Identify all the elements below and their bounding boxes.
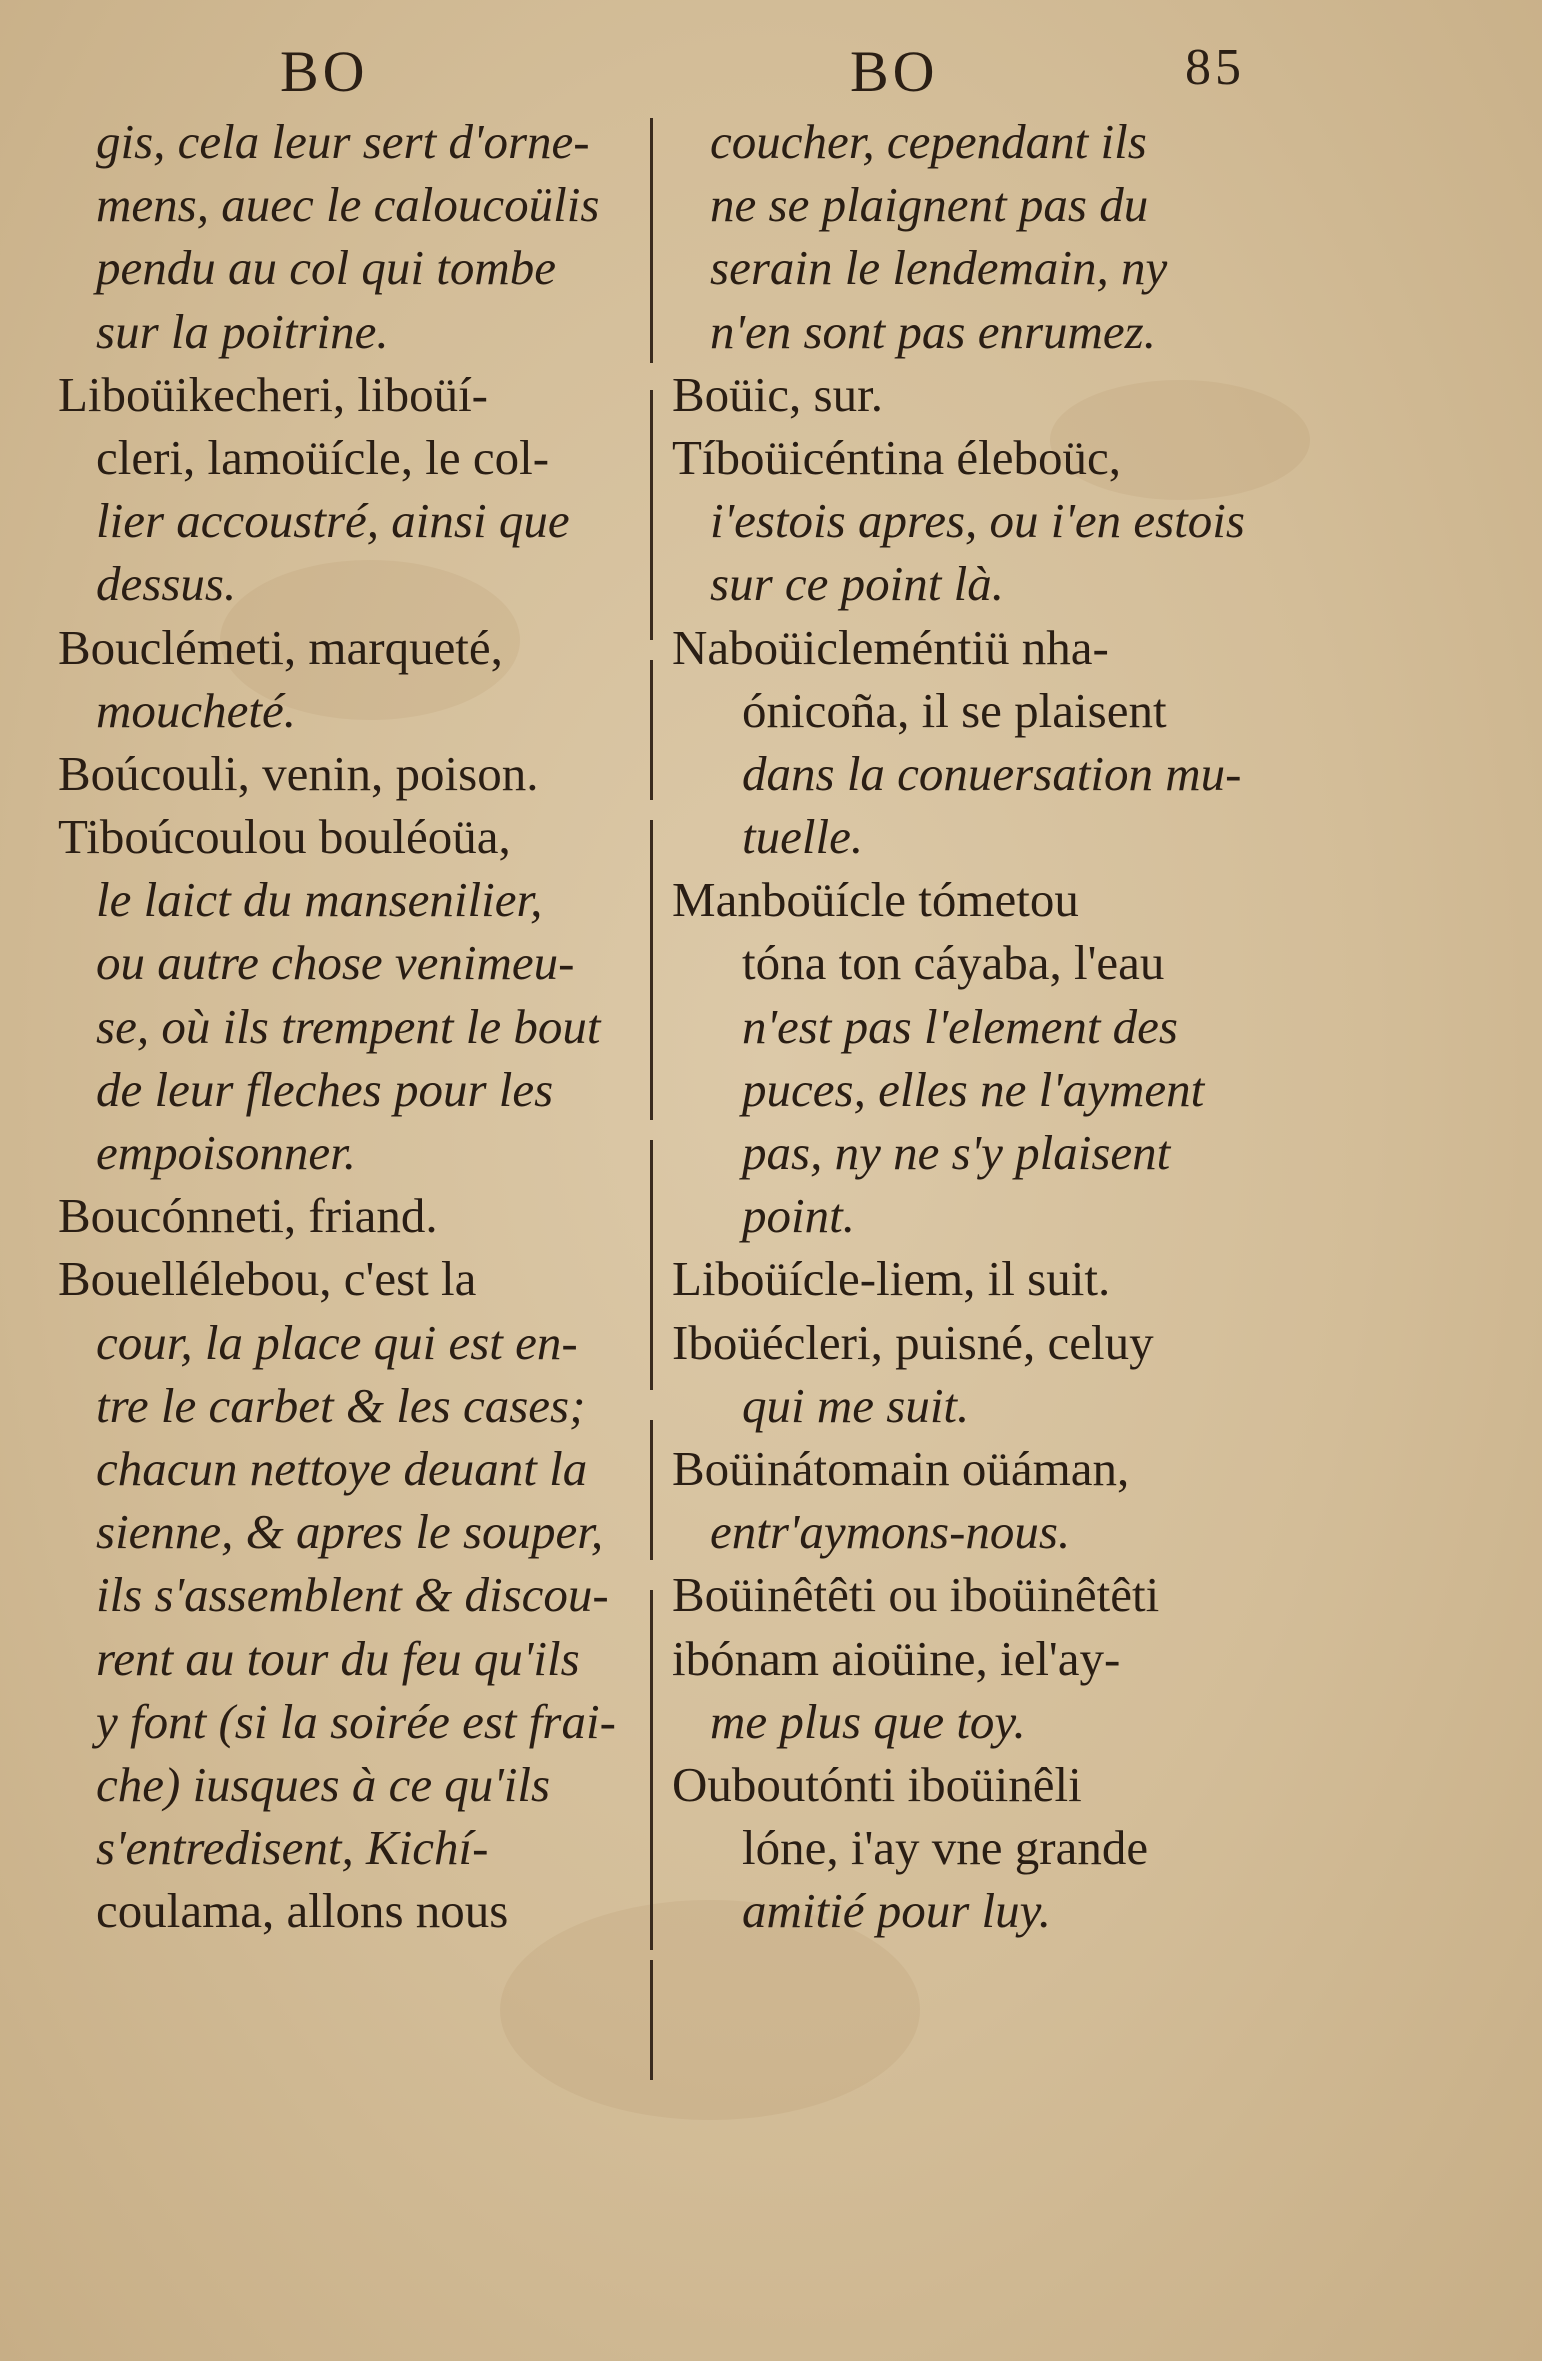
left-column <box>58 110 638 1942</box>
text-line: me plus que toy. <box>710 1693 1026 1749</box>
text-line: gis, cela leur sert d'orne- <box>96 114 590 169</box>
text-line: entr'aymons-nous. <box>710 1504 1071 1560</box>
text-line: Ouboutónti iboüinêli <box>672 1756 1082 1812</box>
running-header-right: BO <box>850 39 939 104</box>
column-rule <box>650 118 653 363</box>
text-line: Boúcouli, venin, poison. <box>58 745 539 801</box>
text-line: sur la poitrine. <box>96 303 389 359</box>
text-line: puces, elles ne l'ayment <box>742 1061 1205 1117</box>
text-line: lier accoustré, ainsi que <box>96 493 570 549</box>
text-line: s'entredisent, Kichí- <box>96 1820 489 1876</box>
column-rule <box>650 660 653 800</box>
text-line: Boüic, sur. <box>672 366 883 422</box>
running-header-left: BO <box>280 39 369 104</box>
text-line: rent au tour du feu qu'ils <box>96 1630 580 1686</box>
column-rule <box>650 1590 653 1950</box>
text-line: ils s'assemblent & discou- <box>96 1567 609 1623</box>
text-line: moucheté. <box>96 682 296 738</box>
text-line: Liboüikecheri, liboüí- <box>58 366 488 422</box>
text-line: pendu au col qui tombe <box>96 240 556 296</box>
text-line: y font (si la soirée est frai- <box>96 1693 616 1749</box>
text-line: i'estois apres, ou i'en estois <box>710 493 1245 549</box>
text-line: lóne, i'ay vne grande <box>742 1820 1149 1876</box>
text-line: Manboüícle tómetou <box>672 872 1079 928</box>
column-rule <box>650 1420 653 1560</box>
column-rule <box>650 1140 653 1390</box>
text-line: dessus. <box>96 556 237 612</box>
text-line: n'est pas l'element des <box>742 998 1178 1054</box>
text-line: Bouellélebou, c'est la <box>58 1251 477 1307</box>
column-rule <box>650 390 653 640</box>
text-line: Tíboüicéntina éleboüc, <box>672 429 1121 485</box>
text-line: coulama, allons nous <box>96 1883 509 1939</box>
text-line: tre le carbet & les cases; <box>96 1377 586 1433</box>
text-line: se, où ils trempent le bout <box>96 998 601 1054</box>
text-line: tóna ton cáyaba, l'eau <box>742 935 1165 991</box>
text-line: sienne, & apres le souper, <box>96 1504 604 1560</box>
text-line: Boüinátomain oüáman, <box>672 1440 1130 1496</box>
text-line: ne se plaignent pas du <box>710 177 1149 233</box>
text-line: le laict du mansenilier, <box>96 872 543 928</box>
text-line: de leur fleches pour les <box>96 1061 554 1117</box>
text-line: Boüinêtêti ou iboüinêtêti <box>672 1567 1160 1623</box>
text-line: sur ce point là. <box>710 556 1004 612</box>
text-line: coucher, cependant ils <box>710 114 1147 169</box>
text-line: cleri, lamoüícle, le col- <box>96 429 550 485</box>
text-line: dans la conuersation mu- <box>742 745 1242 801</box>
text-line: Tiboúcoulou bouléoüa, <box>58 809 511 865</box>
text-line: Bouclémeti, marqueté, <box>58 619 503 675</box>
text-line: amitié pour luy. <box>742 1883 1051 1939</box>
column-rule <box>650 820 653 1120</box>
right-column <box>672 110 1272 1942</box>
text-line: point. <box>742 1188 855 1244</box>
text-line: che) iusques à ce qu'ils <box>96 1756 551 1812</box>
text-line: serain le lendemain, ny <box>710 240 1168 296</box>
text-line: ou autre chose venimeu- <box>96 935 575 991</box>
text-line: chacun nettoye deuant la <box>96 1440 588 1496</box>
text-line: empoisonner. <box>96 1125 356 1180</box>
text-line: tuelle. <box>742 809 864 865</box>
text-line: qui me suit. <box>742 1377 970 1433</box>
text-line: Naboüicleméntiü nha- <box>672 619 1109 675</box>
text-line: Iboüécleri, puisné, celuy <box>672 1314 1154 1370</box>
text-line: cour, la place qui est en- <box>96 1314 578 1370</box>
column-rule <box>650 1960 653 2080</box>
page-number: 85 <box>1185 39 1245 96</box>
text-line: Boucónneti, friand. <box>58 1188 438 1244</box>
text-line: ibónam aioüine, iel'ay- <box>672 1630 1121 1686</box>
text-line: Liboüícle-liem, il suit. <box>672 1251 1111 1307</box>
text-line: n'en sont pas enrumez. <box>710 303 1157 359</box>
text-line: ónicoña, il se plaisent <box>742 682 1167 738</box>
text-line: pas, ny ne s'y plaisent <box>742 1125 1171 1180</box>
text-line: mens, auec le caloucoülis <box>96 177 600 233</box>
